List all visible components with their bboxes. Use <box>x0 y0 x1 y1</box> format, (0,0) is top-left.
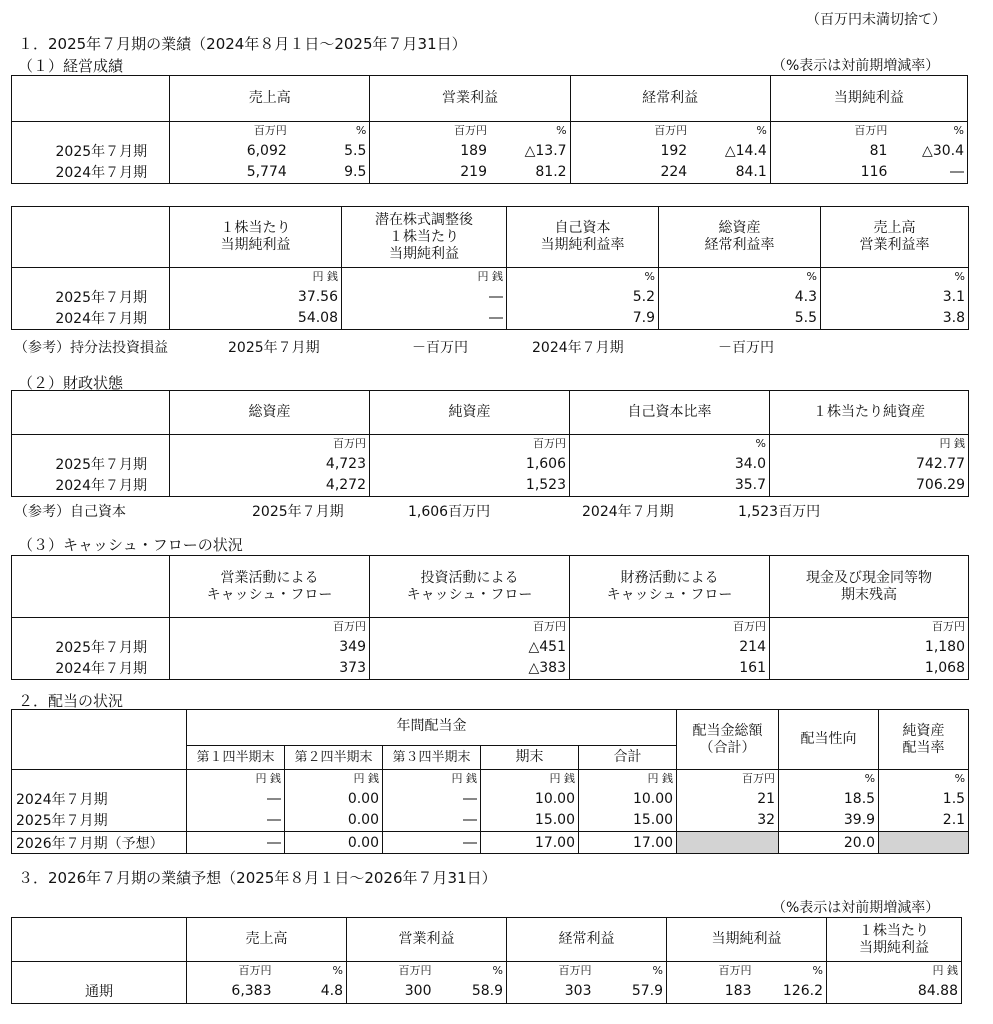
unit-cell: 円 銭 <box>827 962 962 980</box>
data-cell: 4,723 <box>170 453 370 475</box>
reference-value: －百万円 <box>412 340 468 356</box>
reference-value: 1,523百万円 <box>738 504 821 520</box>
data-cell: 58.9 <box>471 983 503 1000</box>
unit-cell: 百万円 <box>347 962 435 980</box>
unit-cell: 百万円 <box>677 770 779 788</box>
unit-cell: 百万円 <box>570 618 770 636</box>
col-header: 純資産 配当率 <box>879 710 969 770</box>
col-header: １株当たり純資産 <box>770 391 969 435</box>
data-cell: 21 <box>677 788 779 810</box>
row-label: 2024年７月期 <box>16 791 108 808</box>
data-cell: 5.5 <box>344 142 367 159</box>
eps-header-line: 当期純利益 <box>220 237 291 253</box>
data-cell: 34.0 <box>570 453 770 475</box>
unit-cell: 円 銭 <box>187 770 285 788</box>
data-cell: 18.5 <box>779 788 879 810</box>
data-cell: 300 <box>347 980 435 1004</box>
row-label: 2024年７月期 <box>55 661 147 678</box>
data-cell: ― <box>383 832 481 854</box>
data-cell: △13.7 <box>524 142 567 159</box>
row-label: 通期 <box>85 984 113 1001</box>
col-header: 投資活動による キャッシュ・フロー <box>370 556 570 618</box>
unit-cell: 円 銭 <box>342 268 507 286</box>
col-header: 潜在株式調整後 １株当たり 当期純利益 <box>342 207 507 268</box>
col-header: 売上高 <box>187 918 347 962</box>
unit-cell: % <box>755 962 827 980</box>
reference-label: （参考）自己資本 <box>14 504 126 520</box>
per-share-ratio-table <box>11 206 969 330</box>
unit-cell: % <box>490 122 570 140</box>
operating-results-table <box>11 75 968 184</box>
blank-header <box>12 207 170 268</box>
data-cell: 1,180 <box>770 636 969 658</box>
unit-cell: % <box>879 770 969 788</box>
unit-cell: % <box>659 268 821 286</box>
unit-cell: 百万円 <box>507 962 595 980</box>
annual-dividend-header: 年間配当金 <box>187 710 677 746</box>
data-cell: 3.1 <box>821 286 969 308</box>
unit-cell: 円 銭 <box>170 268 342 286</box>
data-cell: 183 <box>667 980 755 1004</box>
data-cell: 35.7 <box>570 475 770 497</box>
cash-flow-title: （３）キャッシュ・フローの状況 <box>18 536 243 554</box>
data-cell: 4.3 <box>659 286 821 308</box>
unit-cell: 円 銭 <box>481 770 579 788</box>
data-cell: 116 <box>770 162 890 184</box>
data-cell: 5,774 <box>170 162 290 184</box>
row-label: 2026年７月期（予想） <box>12 832 187 854</box>
unit-cell: % <box>690 122 770 140</box>
unit-cell: 円 銭 <box>770 435 969 453</box>
data-cell: 2.1 <box>879 810 969 832</box>
data-cell: 7.9 <box>507 308 659 330</box>
row-label: 2025年７月期 <box>16 813 108 830</box>
row-label: 2025年７月期 <box>55 143 148 160</box>
unit-cell: % <box>595 962 667 980</box>
col-header: 配当金総額 （合計） <box>677 710 779 770</box>
data-cell: 742.77 <box>770 453 969 475</box>
unit-cell: 百万円 <box>667 962 755 980</box>
data-cell: 37.56 <box>170 286 342 308</box>
data-cell: 17.00 <box>579 832 677 854</box>
data-cell: 3.8 <box>821 308 969 330</box>
data-cell: 15.00 <box>579 810 677 832</box>
data-cell: 10.00 <box>579 788 677 810</box>
reference-period: 2024年７月期 <box>582 504 674 520</box>
unit-cell: % <box>890 122 967 140</box>
reference-period: 2025年７月期 <box>252 504 344 520</box>
col-header <box>170 207 342 268</box>
data-cell: △14.4 <box>724 142 767 159</box>
data-cell: 4,272 <box>170 475 370 497</box>
unit-cell: % <box>570 435 770 453</box>
col-header: １株当たり 当期純利益 <box>827 918 962 962</box>
data-cell: 5.5 <box>659 308 821 330</box>
row-label: 2025年７月期 <box>55 456 147 473</box>
data-cell: ― <box>342 286 507 308</box>
row-label: 2024年７月期 <box>55 311 147 328</box>
data-cell: 84.88 <box>827 980 962 1004</box>
percent-note: （%表示は対前期増減率） <box>772 900 940 916</box>
dividends-title: ２．配当の状況 <box>18 692 124 710</box>
unit-cell: 百万円 <box>170 122 290 140</box>
unit-cell: 円 銭 <box>383 770 481 788</box>
data-cell: 5.2 <box>507 286 659 308</box>
data-cell: 32 <box>677 810 779 832</box>
unit-row-label <box>12 268 170 286</box>
data-cell: ― <box>383 788 481 810</box>
unit-row-label <box>12 770 187 788</box>
data-cell: ― <box>187 832 285 854</box>
unit-cell: 円 銭 <box>579 770 677 788</box>
unit-row-label <box>12 122 170 140</box>
col-header: 自己資本比率 <box>570 391 770 435</box>
forecast-title: ３．2026年７月期の業績予想（2025年８月１日～2026年７月31日） <box>18 869 497 887</box>
row-label: 2024年７月期 <box>55 165 148 182</box>
data-cell: 81.2 <box>535 164 567 181</box>
data-cell: △30.4 <box>922 142 964 159</box>
data-cell: 39.9 <box>779 810 879 832</box>
data-cell: 10.00 <box>481 788 579 810</box>
data-cell: 161 <box>570 658 770 680</box>
data-cell: ― <box>187 788 285 810</box>
data-cell: ― <box>383 810 481 832</box>
eps-header-line: １株当たり <box>220 220 291 236</box>
unit-cell: 百万円 <box>370 435 570 453</box>
data-cell: 706.29 <box>770 475 969 497</box>
data-cell: 4.8 <box>320 983 343 1000</box>
reference-value: －百万円 <box>718 340 774 356</box>
col-header: 売上高 <box>170 76 370 122</box>
data-cell: 126.2 <box>782 983 823 1000</box>
unit-row-label <box>12 618 170 636</box>
data-cell: 0.00 <box>285 810 383 832</box>
data-cell: 54.08 <box>170 308 342 330</box>
shaded-cell <box>879 832 969 854</box>
col-header: 総資産 経常利益率 <box>659 207 821 268</box>
data-cell: 224 <box>570 162 690 184</box>
unit-row-label <box>12 962 187 980</box>
col-header: 当期純利益 <box>667 918 827 962</box>
col-header: 営業利益 <box>370 76 570 122</box>
col-header: 合計 <box>579 746 677 770</box>
data-cell: 6,383 <box>187 980 275 1004</box>
unit-cell: 円 銭 <box>285 770 383 788</box>
data-cell: 214 <box>570 636 770 658</box>
data-cell: 1,523 <box>370 475 570 497</box>
row-label: 2025年７月期 <box>55 639 147 656</box>
data-cell: 303 <box>507 980 595 1004</box>
row-label: 2025年７月期 <box>55 289 147 306</box>
data-cell: △451 <box>370 636 570 658</box>
forecast-table <box>11 917 962 1004</box>
col-header: 営業利益 <box>347 918 507 962</box>
unit-cell: 百万円 <box>170 618 370 636</box>
data-cell: 84.1 <box>735 164 767 181</box>
data-cell: 349 <box>170 636 370 658</box>
reference-value: 1,606百万円 <box>408 504 491 520</box>
unit-cell: 百万円 <box>370 122 490 140</box>
unit-cell: 百万円 <box>770 122 890 140</box>
col-header: 第１四半期末 <box>187 746 285 770</box>
data-cell: 17.00 <box>481 832 579 854</box>
unit-note: （百万円未満切捨て） <box>806 12 946 28</box>
reference-period: 2024年７月期 <box>532 340 624 356</box>
financial-position-table <box>11 390 969 497</box>
data-cell: ― <box>342 308 507 330</box>
unit-cell: 百万円 <box>170 435 370 453</box>
data-cell: 20.0 <box>779 832 879 854</box>
col-header: 純資産 <box>370 391 570 435</box>
data-cell: 0.00 <box>285 788 383 810</box>
data-cell: 219 <box>370 162 490 184</box>
unit-cell: % <box>435 962 507 980</box>
data-cell: 1,606 <box>370 453 570 475</box>
data-cell: 1.5 <box>879 788 969 810</box>
data-cell: 15.00 <box>481 810 579 832</box>
blank-header <box>12 556 170 618</box>
col-header: 自己資本 当期純利益率 <box>507 207 659 268</box>
unit-cell: % <box>290 122 370 140</box>
data-cell: 1,068 <box>770 658 969 680</box>
col-header: 配当性向 <box>779 710 879 770</box>
unit-cell: % <box>275 962 347 980</box>
row-label: 2024年７月期 <box>55 478 147 495</box>
col-header: 財務活動による キャッシュ・フロー <box>570 556 770 618</box>
reference-period: 2025年７月期 <box>228 340 320 356</box>
percent-note: （%表示は対前期増減率） <box>772 58 940 74</box>
col-header: 当期純利益 <box>770 76 967 122</box>
unit-cell: 百万円 <box>187 962 275 980</box>
unit-row-label <box>12 435 170 453</box>
shaded-cell <box>677 832 779 854</box>
col-header: 総資産 <box>170 391 370 435</box>
unit-cell: 百万円 <box>770 618 969 636</box>
data-cell: 6,092 <box>170 140 290 162</box>
data-cell: 57.9 <box>631 983 663 1000</box>
data-cell: 189 <box>370 140 490 162</box>
blank-header <box>12 76 170 122</box>
data-cell: 0.00 <box>285 832 383 854</box>
data-cell: △383 <box>370 658 570 680</box>
col-header: 第２四半期末 <box>285 746 383 770</box>
unit-cell: % <box>779 770 879 788</box>
dividends-table <box>11 709 969 854</box>
unit-cell: % <box>821 268 969 286</box>
col-header: 経常利益 <box>570 76 770 122</box>
reference-label: （参考）持分法投資損益 <box>14 340 168 356</box>
data-cell: 9.5 <box>344 164 367 181</box>
financial-position-title: （２）財政状態 <box>18 374 124 392</box>
data-cell: ― <box>950 164 964 181</box>
col-header: 営業活動による キャッシュ・フロー <box>170 556 370 618</box>
blank-header <box>12 918 187 962</box>
unit-cell: 百万円 <box>370 618 570 636</box>
data-cell: 81 <box>770 140 890 162</box>
blank-header <box>12 391 170 435</box>
col-header: 売上高 営業利益率 <box>821 207 969 268</box>
section1-title: １．2025年７月期の業績（2024年８月１日～2025年７月31日） <box>18 35 467 53</box>
operating-results-title: （１）経営成績 <box>18 57 124 75</box>
data-cell: ― <box>187 810 285 832</box>
col-header: 経常利益 <box>507 918 667 962</box>
blank-header <box>12 710 187 770</box>
col-header: 期末 <box>481 746 579 770</box>
col-header: 第３四半期末 <box>383 746 481 770</box>
unit-cell: % <box>507 268 659 286</box>
unit-cell: 百万円 <box>570 122 690 140</box>
data-cell: 373 <box>170 658 370 680</box>
cash-flow-table <box>11 555 969 680</box>
data-cell: 192 <box>570 140 690 162</box>
col-header: 現金及び現金同等物 期末残高 <box>770 556 969 618</box>
